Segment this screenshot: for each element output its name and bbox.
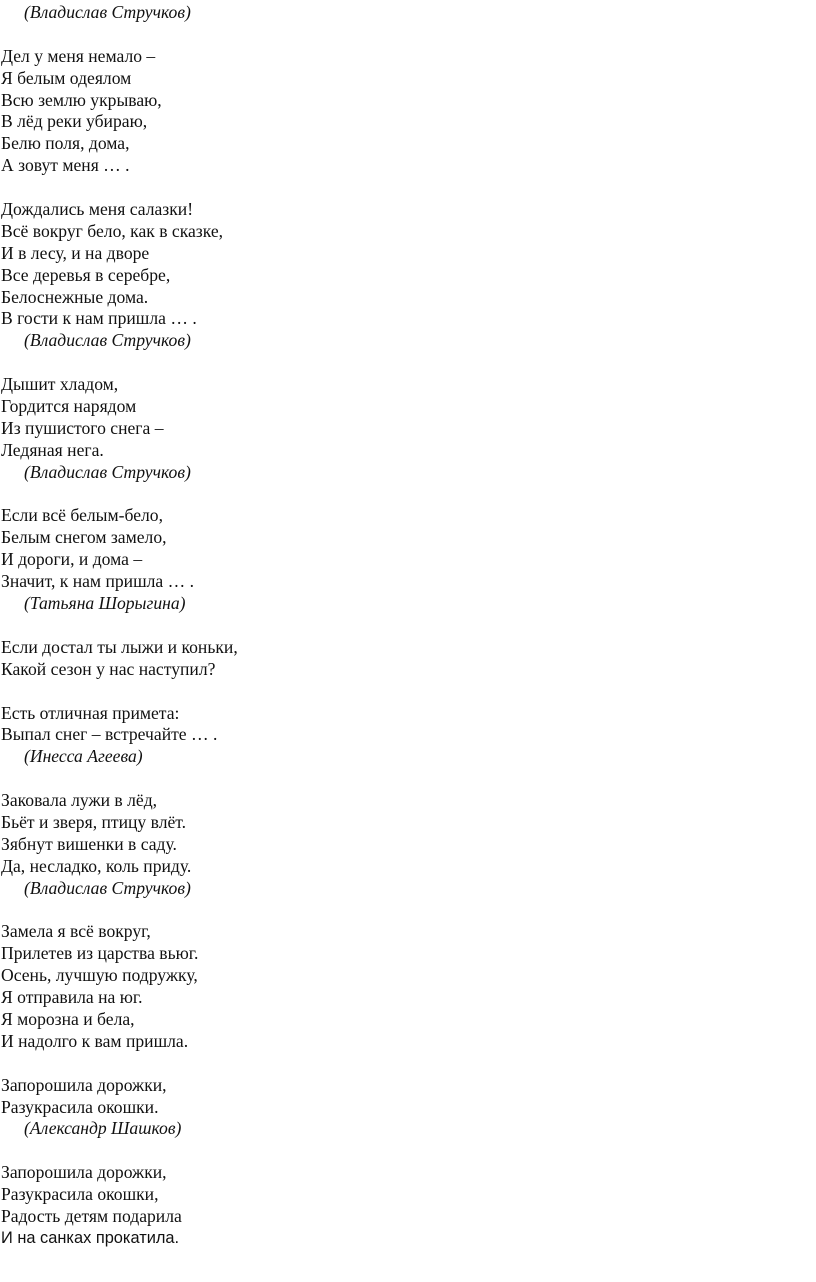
poem-line: Выпал снег – встречайте … . <box>1 724 218 745</box>
poem-line: Ледяная нега. <box>1 439 104 460</box>
poem-line: Значит, к нам пришла … . <box>1 571 195 592</box>
poem-line: В лёд реки убираю, <box>1 111 148 132</box>
poem-line: А зовут меня … . <box>1 155 130 176</box>
poem-line: Из пушистого снега – <box>1 417 164 438</box>
stanza-gap <box>0 681 816 703</box>
poem-line: Заковала лужи в лёд, <box>1 790 158 811</box>
poem-line: Дождались меня салазки! <box>1 199 194 220</box>
poem-line: И дороги, и дома – <box>1 549 143 570</box>
poem-line: Гордится нарядом <box>1 396 137 417</box>
poem-author: (Инесса Агеева) <box>24 746 143 767</box>
stanza-gap <box>0 484 816 506</box>
stanza-gap <box>0 768 816 790</box>
poem-line: Да, несладко, коль приду. <box>1 855 192 876</box>
poem-author: (Владислав Стручков) <box>24 330 191 351</box>
stanza-gap <box>0 352 816 374</box>
poem-line: Запорошила дорожки, <box>1 1162 167 1183</box>
stanza-gap <box>0 177 816 199</box>
poem-line: И надолго к вам пришла. <box>1 1030 189 1051</box>
poem-author: (Владислав Стручков) <box>24 461 191 482</box>
poem-line: Я отправила на юг. <box>1 987 143 1008</box>
poem-line: Белю поля, дома, <box>1 133 130 154</box>
poem-line: Всё вокруг бело, как в сказке, <box>1 220 224 241</box>
poem-line: Есть отличная примета: <box>1 702 180 723</box>
poem-line: Всю землю укрываю, <box>1 89 162 110</box>
poem-line: Прилетев из царства вьюг. <box>1 943 199 964</box>
poem-line: Белым снегом замело, <box>1 527 167 548</box>
poem-line: Дел у меня немало – <box>1 45 156 66</box>
poem-author: (Владислав Стручков) <box>24 2 191 22</box>
poem-line: Если всё белым-бело, <box>1 505 163 526</box>
poem-line: Дышит хладом, <box>1 374 119 395</box>
poem-line: Какой сезон у нас наступил? <box>1 658 216 679</box>
poem-line: И в лесу, и на дворе <box>1 242 150 263</box>
poem-line: Разукрасила окошки. <box>1 1096 159 1117</box>
poem-author: (Александр Шашков) <box>24 1118 182 1139</box>
stanza-gap <box>0 1140 816 1162</box>
poem-line: Радость детям подарила <box>1 1205 182 1226</box>
stanza-gap <box>0 24 816 46</box>
poem-line: И на санках прокатила. <box>1 1228 180 1247</box>
poem-line: Если достал ты лыжи и коньки, <box>1 636 238 657</box>
poem-line: Белоснежные дома. <box>1 286 149 307</box>
poem-line: Запорошила дорожки, <box>1 1074 167 1095</box>
stanza-gap <box>0 615 816 637</box>
stanza-gap <box>0 1053 816 1075</box>
poem-author: (Владислав Стручков) <box>24 877 191 898</box>
poem-line: Все деревья в серебре, <box>1 264 171 285</box>
poem-line: Разукрасила окошки, <box>1 1184 159 1205</box>
poem-line: Зябнут вишенки в саду. <box>1 833 177 854</box>
poem-line: Я морозна и бела, <box>1 1008 135 1029</box>
poem-author: (Татьяна Шорыгина) <box>24 593 186 614</box>
poem-line: Я белым одеялом <box>1 67 132 88</box>
poem-line: В гости к нам пришла … . <box>1 308 197 329</box>
poem-line: Осень, лучшую подружку, <box>1 965 198 986</box>
stanza-gap <box>0 900 816 922</box>
poem-line: Замела я всё вокруг, <box>1 921 151 942</box>
poem-line: Бьёт и зверя, птицу влёт. <box>1 811 187 832</box>
